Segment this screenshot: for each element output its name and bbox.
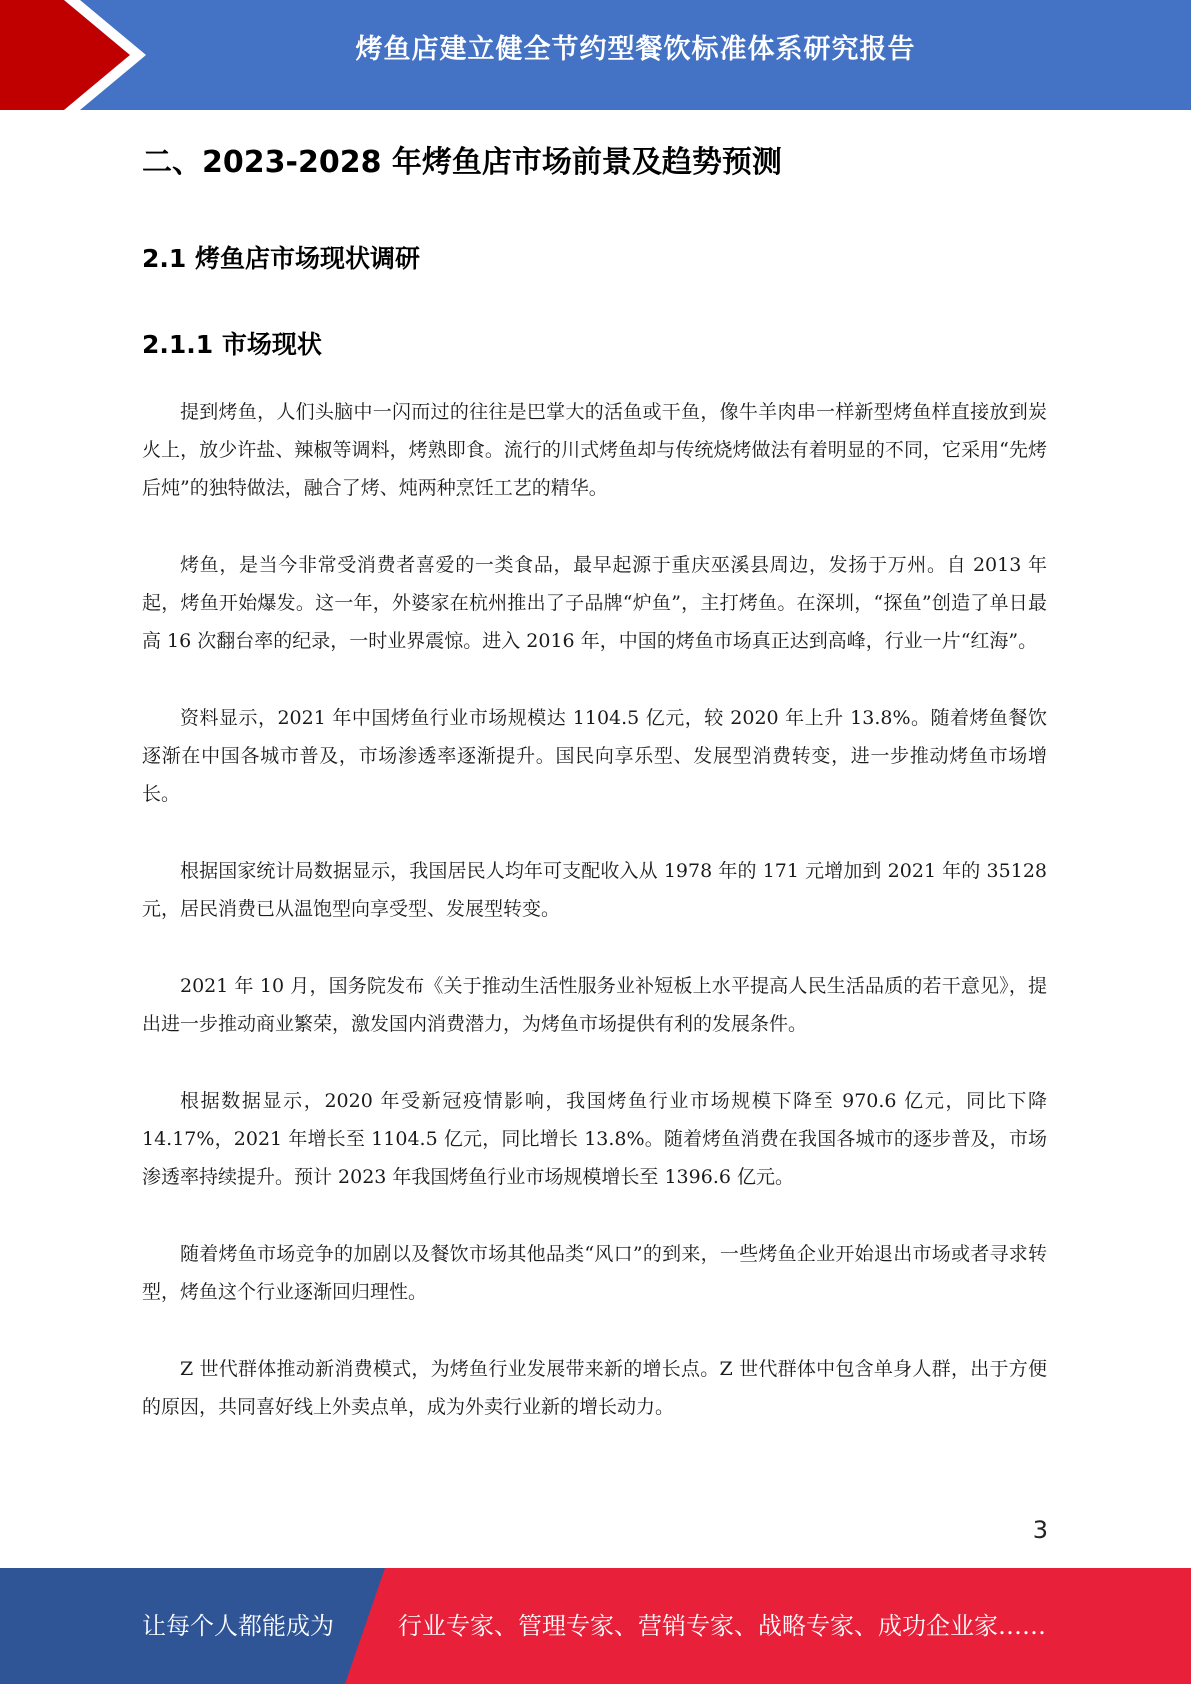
paragraph: 资料显示，2021 年中国烤鱼行业市场规模达 1104.5 亿元，较 2020 年上升 13.8%。随着烤鱼餐饮逐渐在中国各城市普及，市场渗透率逐渐提升。国民向享乐型、发展型消费转变，进一步推动烤鱼市场增长。	[142, 707, 1047, 805]
page-number: 3	[1032, 1516, 1048, 1544]
body-text	[142, 393, 1047, 1426]
paragraph: 烤鱼，是当今非常受消费者喜爱的一类食品，最早起源于重庆巫溪县周边，发扬于万州。自 2013 年起，烤鱼开始爆发。这一年，外婆家在杭州推出了子品牌“炉鱼”，主打烤鱼。在深圳，“探鱼”创造了单日最高 16 次翻台率的纪录，一时业界震惊。进入 2016 年，中国的烤鱼市场真正达到高峰，行业一片“红海”。	[142, 554, 1047, 652]
footer-slogan-left: 让每个人都能成为	[142, 1612, 334, 1640]
paragraph: 提到烤鱼，人们头脑中一闪而过的往往是巴掌大的活鱼或干鱼，像牛羊肉串一样新型烤鱼样直接放到炭火上，放少许盐、辣椒等调料，烤熟即食。流行的川式烤鱼却与传统烧烤做法有着明显的不同，它采用“先烤后炖”的独特做法，融合了烤、炖两种烹饪工艺的精华。	[142, 401, 1047, 499]
page-header	[0, 0, 1191, 110]
paragraph: 2021 年 10 月，国务院发布《关于推动生活性服务业补短板上水平提高人民生活品质的若干意见》，提出进一步推动商业繁荣，激发国内消费潜力，为烤鱼市场提供有利的发展条件。	[142, 975, 1047, 1035]
paragraph: 随着烤鱼市场竞争的加剧以及餐饮市场其他品类“风口”的到来，一些烤鱼企业开始退出市场或者寻求转型，烤鱼这个行业逐渐回归理性。	[142, 1243, 1047, 1303]
subsection-heading: 2.1.1 市场现状	[142, 330, 322, 359]
paragraph: Z 世代群体推动新消费模式，为烤鱼行业发展带来新的增长点。Z 世代群体中包含单身人群，出于方便的原因，共同喜好线上外卖点单，成为外卖行业新的增长动力。	[142, 1358, 1047, 1418]
footer-slogan-right: 行业专家、管理专家、营销专家、战略专家、成功企业家……	[398, 1612, 1046, 1640]
section-heading: 2.1 烤鱼店市场现状调研	[142, 244, 420, 273]
page-footer	[0, 1568, 1191, 1684]
header-arrow-decoration	[0, 0, 160, 110]
page-content	[142, 130, 1047, 1465]
paragraph: 根据数据显示，2020 年受新冠疫情影响，我国烤鱼行业市场规模下降至 970.6 亿元，同比下降 14.17%，2021 年增长至 1104.5 亿元，同比增长 13.8%。随着烤鱼消费在我国各城市的逐步普及，市场渗透率持续提升。预计 2023 年我国烤鱼行业市场规模增长至 1396.6 亿元。	[142, 1090, 1047, 1188]
paragraph: 根据国家统计局数据显示，我国居民人均年可支配收入从 1978 年的 171 元增加到 2021 年的 35128 元，居民消费已从温饱型向享受型、发展型转变。	[142, 860, 1047, 920]
report-title: 烤鱼店建立健全节约型餐饮标准体系研究报告	[355, 34, 916, 65]
chapter-heading: 二、2023-2028 年烤鱼店市场前景及趋势预测	[142, 145, 782, 180]
